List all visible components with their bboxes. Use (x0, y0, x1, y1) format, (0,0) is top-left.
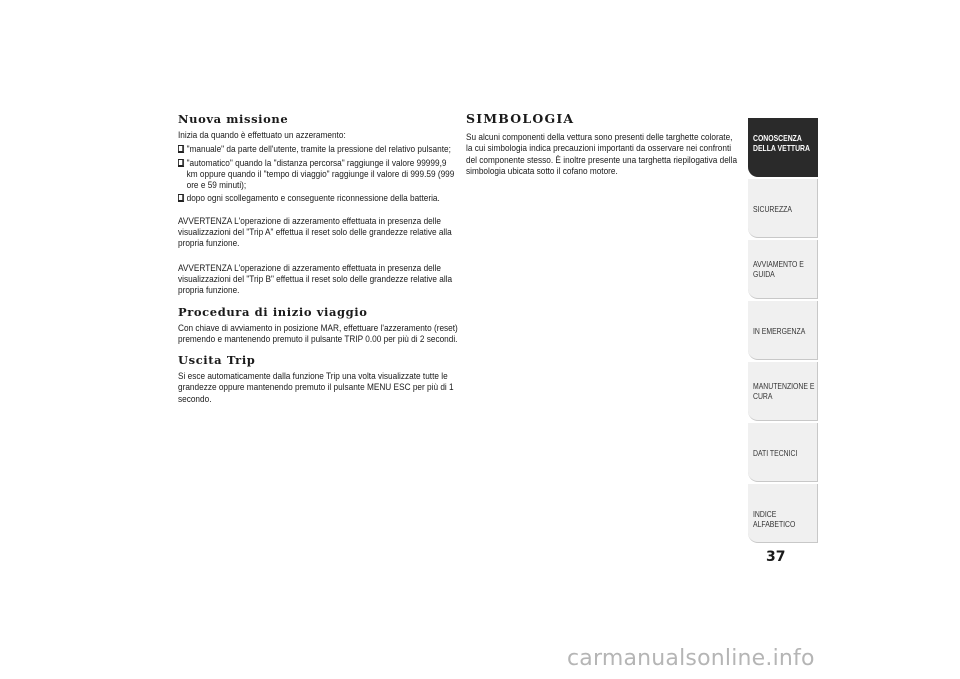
warning-trip-a: AVVERTENZA L'operazione di azzeramento effettuata in presenza delle visualizzazioni del "Trip A" effettua il reset solo delle grandezze relative alla propria funzione. (178, 215, 452, 250)
tab-label: AVVIAMENTO E GUIDA (753, 259, 804, 279)
list-item: "automatico" quando la "distanza percorsa" raggiunge il valore 99999,9 km oppure quando il "tempo di viaggio" raggiunge il valore di 999.59 (999 ore e 59 minuti); (178, 158, 459, 192)
intro-text: Inizia da quando è effettuato un azzeramento: (178, 130, 346, 141)
section-heading-simbologia: SIMBOLOGIA (466, 111, 575, 126)
watermark: carmanualsonline.info (567, 646, 815, 671)
uscita-trip-text: Si esce automaticamente dalla funzione Trip una volta visualizzate tutte le grandezze oppure mantenendo premuto il pulsante MENU ESC per più di 1 secondo. (178, 371, 454, 405)
tab-conoscenza-della-vettura[interactable] (748, 118, 818, 177)
tab-in-emergenza[interactable] (748, 301, 818, 360)
checkbox-bullet-icon (178, 145, 183, 152)
tab-label: MANUTENZIONE E CURA (753, 381, 815, 401)
tab-avviamento-e-guida[interactable] (748, 240, 818, 299)
checkbox-bullet-icon (178, 194, 183, 201)
tab-label: DATI TECNICI (753, 448, 798, 458)
tab-label: IN EMERGENZA (753, 326, 806, 336)
warning-trip-b: AVVERTENZA L'operazione di azzeramento effettuata in presenza delle visualizzazioni del "Trip B" effettua il reset solo delle grandezze relative alla propria funzione. (178, 262, 453, 297)
tab-label: INDICE ALFABETICO (753, 509, 796, 529)
page-number: 37 (766, 549, 786, 565)
tab-label: SICUREZZA (753, 204, 792, 214)
tab-manutenzione-e-cura[interactable] (748, 362, 818, 421)
checkbox-bullet-icon (178, 159, 183, 166)
procedura-text: Con chiave di avviamento in posizione MAR, effettuare l'azzeramento (reset) premendo e mantenendo premuto il pulsante TRIP 0.00 per più di 2 secondi. (178, 322, 458, 345)
tab-sicurezza[interactable] (748, 179, 818, 238)
left-column (178, 112, 460, 405)
tab-indice-alfabetico[interactable] (748, 484, 818, 543)
bullet-list (178, 144, 459, 204)
list-item: dopo ogni scollegamento e conseguente riconnessione della batteria. (178, 193, 459, 204)
section-heading-uscita-trip: Uscita Trip (178, 353, 256, 368)
tab-label: CONOSCENZA DELLA VETTURA (753, 133, 810, 153)
section-heading-nuova-missione: Nuova missione (178, 112, 289, 126)
right-column (466, 112, 741, 177)
list-item: "manuale" da parte dell'utente, tramite la pressione del relativo pulsante; (178, 144, 459, 155)
tab-dati-tecnici[interactable] (748, 423, 818, 482)
simbologia-text: Su alcuni componenti della vettura sono presenti delle targhette colorate, la cui simbologia indica precauzioni importanti da osservare nei confronti del componente stesso. È inoltre presente una targhetta riepilogativa della simbologia ubicata sotto il cofano motore. (466, 132, 738, 177)
section-heading-procedura: Procedura di inizio viaggio (178, 304, 368, 319)
chapter-tabs (748, 118, 818, 545)
